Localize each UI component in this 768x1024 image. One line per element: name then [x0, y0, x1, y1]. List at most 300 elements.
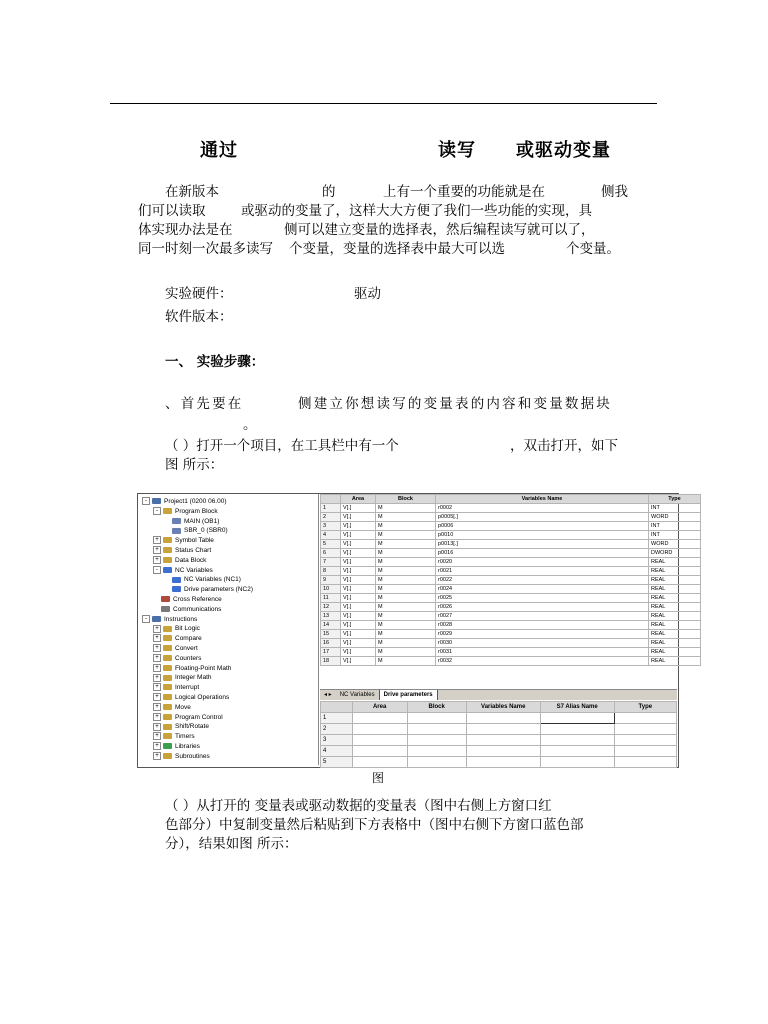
tree-node[interactable]: [142, 497, 227, 506]
software-screenshot: [137, 493, 679, 768]
row-number: 2: [321, 513, 341, 522]
tree-node[interactable]: [153, 654, 201, 663]
table-cell[interactable]: [407, 724, 466, 735]
table-cell[interactable]: V[.]: [341, 567, 376, 576]
tree-spacer: [164, 586, 170, 592]
table-cell[interactable]: [407, 757, 466, 768]
column-header[interactable]: Type: [649, 495, 701, 504]
table-cell[interactable]: [614, 713, 676, 724]
column-header[interactable]: S7 Alias Name: [540, 702, 614, 713]
row-number: 8: [321, 567, 341, 576]
table-row[interactable]: [321, 504, 701, 513]
row-number: 17: [321, 648, 341, 657]
table-cell[interactable]: [614, 757, 676, 768]
table-cell[interactable]: M: [376, 585, 436, 594]
table-row[interactable]: [321, 531, 701, 540]
column-header[interactable]: Type: [614, 702, 676, 713]
table-row[interactable]: [321, 558, 701, 567]
expand-toggle-icon[interactable]: +: [153, 674, 161, 682]
tree-node-label: Communications: [173, 605, 222, 613]
tree-node-label: SBR_0 (SBR0): [184, 527, 228, 535]
table-cell[interactable]: V[.]: [341, 522, 376, 531]
table-cell[interactable]: REAL: [649, 603, 701, 612]
table-cell[interactable]: [407, 713, 466, 724]
expand-toggle-icon[interactable]: +: [153, 546, 161, 554]
table-cell[interactable]: p0010: [436, 531, 649, 540]
table-cell[interactable]: [540, 757, 614, 768]
table-cell[interactable]: r0021: [436, 567, 649, 576]
table-cell[interactable]: r0024: [436, 585, 649, 594]
table-cell[interactable]: r0026: [436, 603, 649, 612]
step1-b: 侧建立你想读写的变量表的内容和变量数据块: [298, 396, 612, 412]
table-row[interactable]: [321, 603, 701, 612]
table-cell[interactable]: WORD: [649, 513, 701, 522]
intro-l2b: 或驱动的变量了，这样大大方便了我们一些功能的实现，具: [241, 203, 592, 219]
tab-nc-variables[interactable]: NC Variables: [339, 692, 375, 698]
intro-l3a: 体实现办法是在: [138, 222, 233, 238]
row-number: 2: [321, 724, 353, 735]
tree-node[interactable]: [164, 517, 219, 526]
tab-drive-parameters[interactable]: Drive parameters: [379, 690, 438, 700]
intro-l4c: 个变量。: [566, 241, 620, 257]
table-cell[interactable]: REAL: [649, 558, 701, 567]
tree-node[interactable]: [153, 507, 218, 516]
tree-node[interactable]: [153, 644, 198, 653]
table-cell[interactable]: p0016: [436, 549, 649, 558]
table-cell[interactable]: REAL: [649, 585, 701, 594]
tree-node-label: NC Variables (NC1): [184, 576, 241, 584]
tree-node-label: Shift/Rotate: [175, 723, 209, 731]
table-cell[interactable]: r0030: [436, 639, 649, 648]
tree-node-label: NC Variables: [175, 566, 213, 574]
table-cell[interactable]: REAL: [649, 612, 701, 621]
tree-spacer: [164, 528, 170, 534]
step1-2-l2: 色部分）中复制变量然后粘贴到下方表格中（图中右侧下方窗口蓝色部: [165, 817, 584, 833]
table-cell[interactable]: V[.]: [341, 621, 376, 630]
table-cell[interactable]: M: [376, 513, 436, 522]
table-cell[interactable]: V[.]: [341, 531, 376, 540]
table-row[interactable]: [321, 757, 677, 768]
table-cell[interactable]: [614, 735, 676, 746]
table-cell[interactable]: r0031: [436, 648, 649, 657]
table-cell[interactable]: r0032: [436, 657, 649, 666]
table-cell[interactable]: M: [376, 504, 436, 513]
row-number: 9: [321, 576, 341, 585]
expand-toggle-icon[interactable]: +: [153, 703, 161, 711]
table-cell[interactable]: M: [376, 630, 436, 639]
table-row[interactable]: [321, 576, 701, 585]
table-cell[interactable]: V[.]: [341, 585, 376, 594]
tree-node[interactable]: [164, 526, 228, 535]
table-cell[interactable]: M: [376, 576, 436, 585]
table-cell[interactable]: V[.]: [341, 612, 376, 621]
tree-node[interactable]: [153, 556, 206, 565]
section-heading: 一、 实验步骤：: [165, 354, 265, 370]
table-cell[interactable]: M: [376, 558, 436, 567]
sheet-tabs: [320, 689, 677, 700]
tree-node-label: Convert: [175, 645, 198, 652]
tree-node[interactable]: [153, 673, 212, 682]
table-row[interactable]: [321, 648, 701, 657]
expand-toggle-icon[interactable]: +: [153, 683, 161, 691]
table-row[interactable]: [321, 549, 701, 558]
tree-node-label: Integer Math: [175, 674, 212, 682]
table-cell[interactable]: [614, 746, 676, 757]
row-number: 15: [321, 630, 341, 639]
table-cell[interactable]: M: [376, 603, 436, 612]
table-cell[interactable]: M: [376, 567, 436, 576]
table-row[interactable]: [321, 713, 677, 724]
step1-1-b: ，双击打开，如下: [510, 438, 618, 454]
step1-c: 。: [243, 417, 257, 433]
tree-node-label: Cross Reference: [173, 596, 222, 603]
alias-table: [320, 701, 677, 768]
folder-icon: [163, 694, 172, 700]
expand-toggle-icon[interactable]: +: [153, 693, 161, 701]
intro-l2a: 们可以读取: [138, 203, 206, 219]
column-header[interactable]: Block: [407, 702, 466, 713]
table-cell[interactable]: V[.]: [341, 558, 376, 567]
tree-node[interactable]: [153, 566, 213, 575]
expand-toggle-icon[interactable]: +: [153, 752, 161, 760]
folder-icon: [163, 537, 172, 543]
title-part-3: 或驱动变量: [516, 140, 611, 161]
tree-node-label: Data Block: [175, 556, 207, 564]
expand-toggle-icon[interactable]: +: [153, 634, 161, 642]
tree-spacer: [164, 577, 170, 583]
tree-node-label: Program Block: [175, 507, 218, 515]
folder-icon: [161, 606, 170, 612]
folder-icon: [163, 714, 172, 720]
table-row[interactable]: [321, 630, 701, 639]
expand-toggle-icon[interactable]: +: [153, 644, 161, 652]
alias-table-panel: [320, 701, 677, 765]
column-header[interactable]: [321, 702, 353, 713]
row-number: 18: [321, 657, 341, 666]
table-cell[interactable]: REAL: [649, 621, 701, 630]
step1-1-c: 图 所示：: [165, 457, 224, 473]
table-row[interactable]: [321, 540, 701, 549]
expand-toggle-icon[interactable]: -: [153, 566, 161, 574]
table-cell[interactable]: REAL: [649, 648, 701, 657]
tree-node-label: Interrupt: [175, 684, 200, 692]
table-cell[interactable]: V[.]: [341, 657, 376, 666]
table-cell[interactable]: M: [376, 549, 436, 558]
step1-2-l1: （ ）从打开的 变量表或驱动数据的变量表（图中右侧上方窗口红: [165, 798, 552, 814]
row-number: 12: [321, 603, 341, 612]
folder-icon: [163, 665, 172, 671]
tree-node[interactable]: [164, 585, 253, 594]
intro-l1a: 在新版本: [165, 184, 219, 200]
table-cell[interactable]: WORD: [649, 540, 701, 549]
row-number: 1: [321, 504, 341, 513]
row-number: 16: [321, 639, 341, 648]
table-cell[interactable]: V[.]: [341, 594, 376, 603]
table-row[interactable]: [321, 657, 701, 666]
folder-icon: [152, 498, 161, 504]
table-cell[interactable]: [352, 746, 407, 757]
table-cell[interactable]: V[.]: [341, 648, 376, 657]
table-cell[interactable]: M: [376, 639, 436, 648]
tree-node-label: Subroutines: [175, 752, 210, 760]
folder-icon: [163, 645, 172, 651]
table-cell[interactable]: [352, 724, 407, 735]
step1-1-a: （ ）打开一个项目，在工具栏中有一个: [165, 438, 399, 454]
table-cell[interactable]: REAL: [649, 657, 701, 666]
row-number: 3: [321, 522, 341, 531]
tree-node[interactable]: [153, 664, 231, 673]
table-cell[interactable]: INT: [649, 522, 701, 531]
table-row[interactable]: [321, 513, 701, 522]
table-cell[interactable]: [466, 724, 540, 735]
folder-icon: [172, 577, 181, 583]
tree-node-label: Instructions: [164, 615, 198, 623]
intro-l3b: 侧可以建立变量的选择表，然后编程读写就可以了，: [284, 222, 595, 238]
table-cell[interactable]: M: [376, 612, 436, 621]
row-number: 5: [321, 540, 341, 549]
table-row[interactable]: [321, 585, 701, 594]
folder-icon: [163, 675, 172, 681]
row-number: 6: [321, 549, 341, 558]
tree-node[interactable]: [153, 722, 209, 731]
table-row[interactable]: [321, 567, 701, 576]
tree-node-label: Project1 (0200 06.00): [164, 498, 227, 505]
tab-nav-arrows[interactable]: ◂ ▸: [324, 692, 332, 698]
hardware-value: 驱动: [354, 286, 381, 302]
table-cell[interactable]: [540, 735, 614, 746]
tree-node-label: Bit Logic: [175, 625, 200, 633]
title-part-2: 读写: [438, 140, 476, 161]
table-cell[interactable]: p0005[.]: [436, 513, 649, 522]
title-part-1: 通过: [200, 140, 238, 161]
table-cell[interactable]: r0028: [436, 621, 649, 630]
folder-icon: [163, 626, 172, 632]
tree-node-label: Move: [175, 703, 191, 711]
tree-node[interactable]: [153, 634, 202, 643]
hardware-label: 实验硬件：: [165, 286, 233, 302]
tree-node-label: Program Control: [175, 713, 223, 721]
tree-node[interactable]: [153, 605, 221, 614]
tree-node[interactable]: [153, 683, 199, 692]
tree-node[interactable]: [142, 615, 197, 624]
table-cell[interactable]: M: [376, 621, 436, 630]
tree-node-label: Status Chart: [175, 547, 212, 554]
table-cell[interactable]: [540, 746, 614, 757]
table-row[interactable]: [321, 594, 701, 603]
table-cell[interactable]: [466, 713, 540, 724]
table-cell[interactable]: p0013[.]: [436, 540, 649, 549]
row-number: 3: [321, 735, 353, 746]
table-cell[interactable]: r0025: [436, 594, 649, 603]
column-header[interactable]: Area: [341, 495, 376, 504]
column-header[interactable]: Block: [376, 495, 436, 504]
tree-node[interactable]: [164, 575, 241, 584]
expand-toggle-icon[interactable]: +: [153, 625, 161, 633]
step1-a: 、首先要在: [165, 396, 244, 412]
folder-icon: [163, 724, 172, 730]
expand-toggle-icon[interactable]: +: [153, 536, 161, 544]
tree-spacer: [164, 518, 170, 524]
expand-toggle-icon[interactable]: +: [153, 723, 161, 731]
expand-toggle-icon[interactable]: +: [153, 742, 161, 750]
table-cell[interactable]: V[.]: [341, 639, 376, 648]
figure-caption: 图: [372, 771, 385, 785]
step1-2-l3: 分），结果如图 所示：: [165, 836, 298, 852]
folder-icon: [163, 635, 172, 641]
row-number: 4: [321, 746, 353, 757]
tree-node-label: Counters: [175, 654, 202, 662]
table-cell[interactable]: r0027: [436, 612, 649, 621]
table-cell[interactable]: [407, 746, 466, 757]
expand-toggle-icon[interactable]: +: [153, 664, 161, 672]
table-row[interactable]: [321, 522, 701, 531]
table-cell[interactable]: INT: [649, 531, 701, 540]
tree-spacer: [153, 606, 159, 612]
tree-node[interactable]: [153, 713, 223, 722]
intro-l1b: 的: [322, 184, 336, 200]
folder-icon: [172, 528, 181, 534]
table-cell[interactable]: [540, 713, 614, 724]
table-cell[interactable]: r0022: [436, 576, 649, 585]
folder-icon: [163, 743, 172, 749]
folder-icon: [172, 518, 181, 524]
tree-spacer: [153, 596, 159, 602]
table-cell[interactable]: V[.]: [341, 540, 376, 549]
table-cell[interactable]: p0006: [436, 522, 649, 531]
column-header[interactable]: Variables Name: [436, 495, 649, 504]
folder-icon: [163, 547, 172, 553]
table-cell[interactable]: M: [376, 522, 436, 531]
variables-table: [320, 494, 701, 666]
table-cell[interactable]: REAL: [649, 594, 701, 603]
intro-l4b: 个变量，变量的选择表中最大可以选: [289, 241, 505, 257]
folder-icon: [163, 557, 172, 563]
table-cell[interactable]: V[.]: [341, 549, 376, 558]
table-cell[interactable]: REAL: [649, 576, 701, 585]
folder-icon: [163, 753, 172, 759]
top-rule: [110, 103, 657, 104]
intro-l1c: 上有一个重要的功能就是在: [383, 184, 545, 200]
table-cell[interactable]: [352, 713, 407, 724]
table-row[interactable]: [321, 746, 677, 757]
folder-icon: [163, 508, 172, 514]
table-cell[interactable]: r0002: [436, 504, 649, 513]
table-cell[interactable]: REAL: [649, 630, 701, 639]
intro-l1d: 侧我: [601, 184, 628, 200]
tree-node[interactable]: [153, 624, 200, 633]
tree-node-label: Logical Operations: [175, 694, 230, 701]
table-cell[interactable]: M: [376, 594, 436, 603]
column-header[interactable]: Variables Name: [466, 702, 540, 713]
table-cell[interactable]: REAL: [649, 639, 701, 648]
table-cell[interactable]: [614, 724, 676, 735]
tree-node[interactable]: [153, 693, 229, 702]
expand-toggle-icon[interactable]: -: [142, 615, 150, 623]
folder-icon: [161, 596, 170, 602]
row-number: 14: [321, 621, 341, 630]
expand-toggle-icon[interactable]: -: [142, 497, 150, 505]
tree-node-label: Symbol Table: [175, 537, 214, 545]
row-number: 4: [321, 531, 341, 540]
table-cell[interactable]: [407, 735, 466, 746]
table-cell[interactable]: V[.]: [341, 630, 376, 639]
table-cell[interactable]: r0029: [436, 630, 649, 639]
table-cell[interactable]: V[.]: [341, 513, 376, 522]
tree-node-label: MAIN (OB1): [184, 517, 220, 525]
row-number: 5: [321, 757, 353, 768]
software-label: 软件版本：: [165, 309, 233, 325]
folder-icon: [163, 684, 172, 690]
table-cell[interactable]: [466, 757, 540, 768]
table-cell[interactable]: V[.]: [341, 504, 376, 513]
table-row[interactable]: [321, 612, 701, 621]
intro-l4a: 同一时刻一次最多读写: [138, 241, 273, 257]
table-cell[interactable]: V[.]: [341, 603, 376, 612]
tree-node-label: Timers: [175, 733, 195, 741]
row-number: 13: [321, 612, 341, 621]
tree-node[interactable]: [153, 703, 191, 712]
table-cell[interactable]: REAL: [649, 567, 701, 576]
table-cell[interactable]: r0020: [436, 558, 649, 567]
table-cell[interactable]: INT: [649, 504, 701, 513]
tree-node-label: Libraries: [175, 743, 200, 750]
tree-node[interactable]: [153, 732, 195, 741]
table-cell[interactable]: M: [376, 648, 436, 657]
tree-node-label: Floating-Point Math: [175, 664, 232, 672]
folder-icon: [163, 733, 172, 739]
row-number: 11: [321, 594, 341, 603]
tree-node-label: Compare: [175, 635, 202, 643]
variables-table-panel: [320, 494, 681, 698]
table-cell[interactable]: M: [376, 531, 436, 540]
table-row[interactable]: [321, 735, 677, 746]
table-cell[interactable]: DWORD: [649, 549, 701, 558]
table-row[interactable]: [321, 639, 701, 648]
row-number: 10: [321, 585, 341, 594]
table-cell[interactable]: [466, 746, 540, 757]
table-cell[interactable]: M: [376, 540, 436, 549]
tree-node[interactable]: [153, 595, 222, 604]
expand-toggle-icon[interactable]: +: [153, 732, 161, 740]
table-cell[interactable]: [352, 735, 407, 746]
table-cell[interactable]: V[.]: [341, 576, 376, 585]
expand-toggle-icon[interactable]: +: [153, 713, 161, 721]
expand-toggle-icon[interactable]: +: [153, 556, 161, 564]
table-cell[interactable]: [352, 757, 407, 768]
table-cell[interactable]: [466, 735, 540, 746]
row-number: 1: [321, 713, 353, 724]
expand-toggle-icon[interactable]: +: [153, 654, 161, 662]
expand-toggle-icon[interactable]: -: [153, 507, 161, 515]
row-number: 7: [321, 558, 341, 567]
table-row[interactable]: [321, 621, 701, 630]
column-header[interactable]: [321, 495, 341, 504]
table-cell[interactable]: M: [376, 657, 436, 666]
folder-icon: [163, 655, 172, 661]
tree-node-label: Drive parameters (NC2): [184, 586, 253, 594]
tree-node[interactable]: [153, 536, 214, 545]
folder-icon: [172, 586, 181, 592]
column-header[interactable]: Area: [352, 702, 407, 713]
folder-icon: [152, 616, 161, 622]
tree-node[interactable]: [153, 546, 211, 555]
table-row[interactable]: [321, 724, 677, 735]
tree-node[interactable]: [153, 752, 210, 761]
table-cell[interactable]: [540, 724, 614, 735]
project-tree: [138, 494, 319, 765]
folder-icon: [163, 704, 172, 710]
tree-node[interactable]: [153, 742, 200, 751]
